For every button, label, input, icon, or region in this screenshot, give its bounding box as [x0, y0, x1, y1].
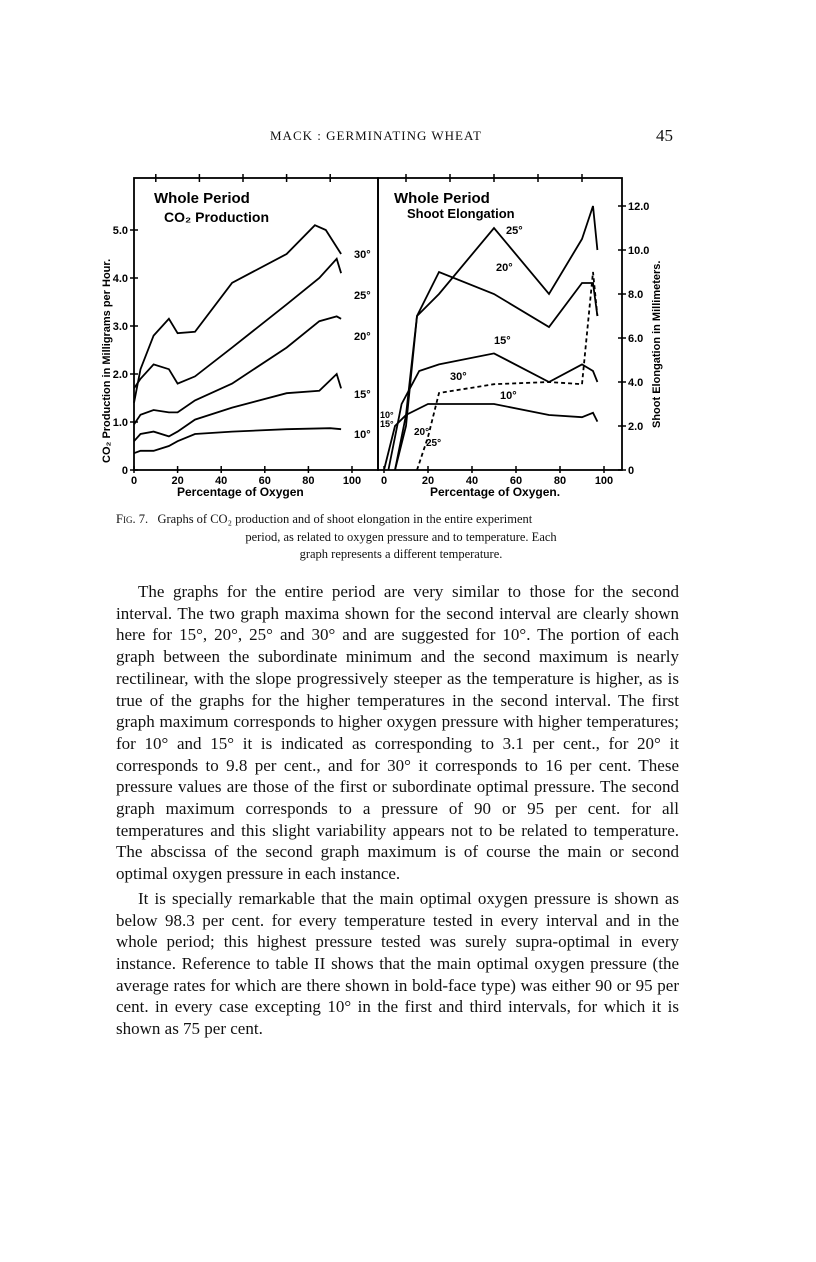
right-x-tick-label: 40 — [465, 475, 479, 487]
right-y-tick-label: 0 — [628, 465, 635, 477]
left-series-2 — [134, 316, 341, 424]
right-x-tick-label: 80 — [553, 475, 567, 487]
right-series-label: 10° — [500, 390, 517, 402]
left-y-axis-label: CO₂ Production in Milligrams per Hour. — [101, 258, 113, 463]
left-series-labels — [354, 249, 371, 441]
right-x-tick-label: 0 — [380, 475, 388, 487]
right-panel-title-2: Shoot Elongation — [407, 206, 515, 221]
right-series-label: 10° — [380, 410, 394, 420]
left-y-tick-label: 1.0 — [112, 417, 128, 429]
right-series-2 — [388, 353, 597, 470]
paragraph-2: It is specially remarkable that the main optimal oxygen pressure is shown as below 98.3 per cent. for every temperature tested in every interval and in the whole period; this highest pressure tested was surely supra-optimal in every instance. Reference to table II shows that the main optimal oxygen pressure (the average rates for which are there shown in bold-face type) was either 90 or 95 per cent. in every case excepting 10° in the first and third intervals, for which it is shown as 75 per cent. — [116, 888, 679, 1039]
right-series-label: 20° — [414, 427, 430, 438]
right-y-tick-label: 10.0 — [628, 245, 650, 257]
left-y-tick-label: 2.0 — [112, 369, 128, 381]
right-y-tick-label: 8.0 — [628, 289, 644, 301]
right-y-tick-label: 4.0 — [628, 377, 644, 389]
page-number: 45 — [656, 126, 673, 145]
right-x-axis-label: Percentage of Oxygen. — [430, 485, 561, 499]
caption-text-1: Graphs of CO₂ production and of shoot elongation in the entire experiment — [157, 512, 533, 526]
right-y-tick-label: 2.0 — [628, 421, 644, 433]
left-series-label: 30° — [354, 249, 371, 261]
left-x-tick-label: 20 — [171, 475, 184, 487]
left-x-tick-label: 40 — [215, 475, 228, 487]
left-series-label: 25° — [354, 290, 371, 302]
left-x-axis-label: Percentage of Oxygen — [177, 485, 304, 499]
left-panel-title-2: CO₂ Production — [164, 209, 269, 225]
caption-label: Fig. 7. — [116, 512, 149, 526]
running-head — [0, 126, 816, 148]
caption-line-1 — [116, 511, 686, 529]
right-series-label: 25° — [506, 225, 523, 237]
left-series-lines — [134, 225, 341, 453]
caption-line-3: graph represents a different temperature. — [299, 547, 503, 561]
figure-7 — [96, 170, 663, 502]
right-x-tick-label: 100 — [594, 475, 614, 487]
right-x-tick-label: 60 — [509, 475, 523, 487]
right-x-tick-label: 20 — [421, 475, 435, 487]
left-y-tick-label: 3.0 — [112, 321, 128, 333]
left-series-0 — [134, 225, 341, 403]
left-series-label: 20° — [354, 331, 371, 343]
left-y-tick-label: 4.0 — [112, 273, 128, 285]
right-series-label: 20° — [496, 262, 513, 274]
right-series-labels — [380, 225, 523, 449]
left-x-tick-label: 80 — [302, 475, 315, 487]
right-y-tick-label: 12.0 — [628, 201, 650, 213]
right-series-label: 25° — [426, 438, 442, 449]
running-title: MACK : GERMINATING WHEAT — [270, 128, 482, 143]
right-series-label: 30° — [450, 371, 467, 383]
left-x-tick-label: 60 — [258, 475, 271, 487]
right-series-label: 15° — [380, 419, 394, 429]
left-series-4 — [134, 428, 341, 453]
left-series-label: 10° — [354, 429, 371, 441]
right-y-tick-label: 6.0 — [628, 333, 644, 345]
left-y-tick-label: 5.0 — [112, 225, 128, 237]
left-y-tick-label: 0 — [121, 465, 128, 477]
right-panel-shoot — [378, 174, 663, 499]
left-x-tick-label: 100 — [342, 475, 362, 487]
left-x-tick-label: 0 — [130, 475, 138, 487]
caption-line-2: period, as related to oxygen pressure and to temperature. Each — [245, 529, 557, 544]
right-panel-title-1: Whole Period — [394, 190, 490, 207]
body-text — [116, 581, 679, 1043]
right-series-label: 15° — [494, 335, 511, 347]
left-panel-title-1: Whole Period — [154, 190, 250, 207]
left-panel-co2 — [101, 174, 378, 499]
figure-caption — [116, 511, 686, 564]
left-series-label: 15° — [354, 389, 371, 401]
right-y-axis-label: Shoot Elongation in Millimeters. — [651, 260, 663, 428]
paragraph-1: The graphs for the entire period are very similar to those for the second interval. The two graph maxima shown for the second interval are clearly shown here for 15°, 20°, 25° and 30° and are suggested for 10°. The portion of each graph between the subordinate minimum and the second maximum is nearly rectilinear, with the slope progressively steeper as the temperature is higher, as is true of the graphs for the higher temperatures in the second interval. The first graph maximum corresponds to higher oxygen pressure with higher temperatures; for 10° and 15° it is indicated as corresponding to 3.1 per cent., for 20° it corresponds to 9.8 per cent., and for 30° it corresponds to 16 per cent. These pressure values are those of the first or subordinate optimal pressure. The second graph maximum corresponds to a pressure of 90 or 95 per cent. for all temperatures and this slight variability appears not to be related to temperature. The abscissa of the second graph maximum is of course the main or second optimal oxygen pressure in each instance. — [116, 582, 679, 884]
